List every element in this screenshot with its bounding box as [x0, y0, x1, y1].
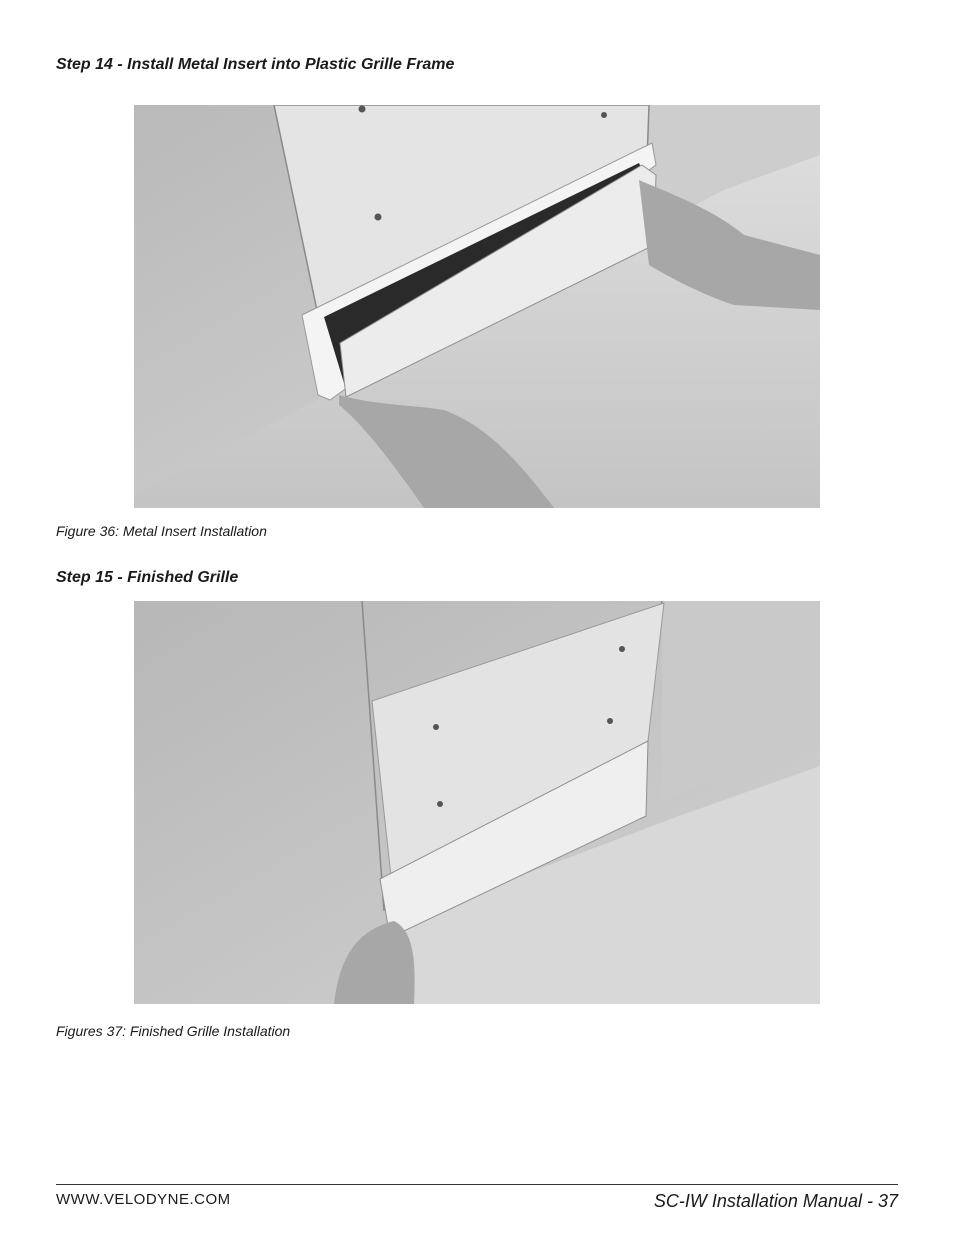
figure-37-caption: Figures 37: Finished Grille Installation [56, 1023, 291, 1039]
footer-page-label: SC-IW Installation Manual - 37 [653, 1191, 898, 1211]
figure-36-caption: Figure 36: Metal Insert Installation [56, 523, 267, 539]
figure-37-photo [134, 601, 820, 1004]
footer-website: WWW.VELODYNE.COM [56, 1191, 231, 1208]
footer-divider [56, 1184, 898, 1185]
figure-36-photo [134, 105, 820, 508]
step-14-heading: Step 14 - Install Metal Insert into Plastic Grille Frame [56, 56, 455, 73]
step-15-heading: Step 15 - Finished Grille [56, 569, 239, 586]
